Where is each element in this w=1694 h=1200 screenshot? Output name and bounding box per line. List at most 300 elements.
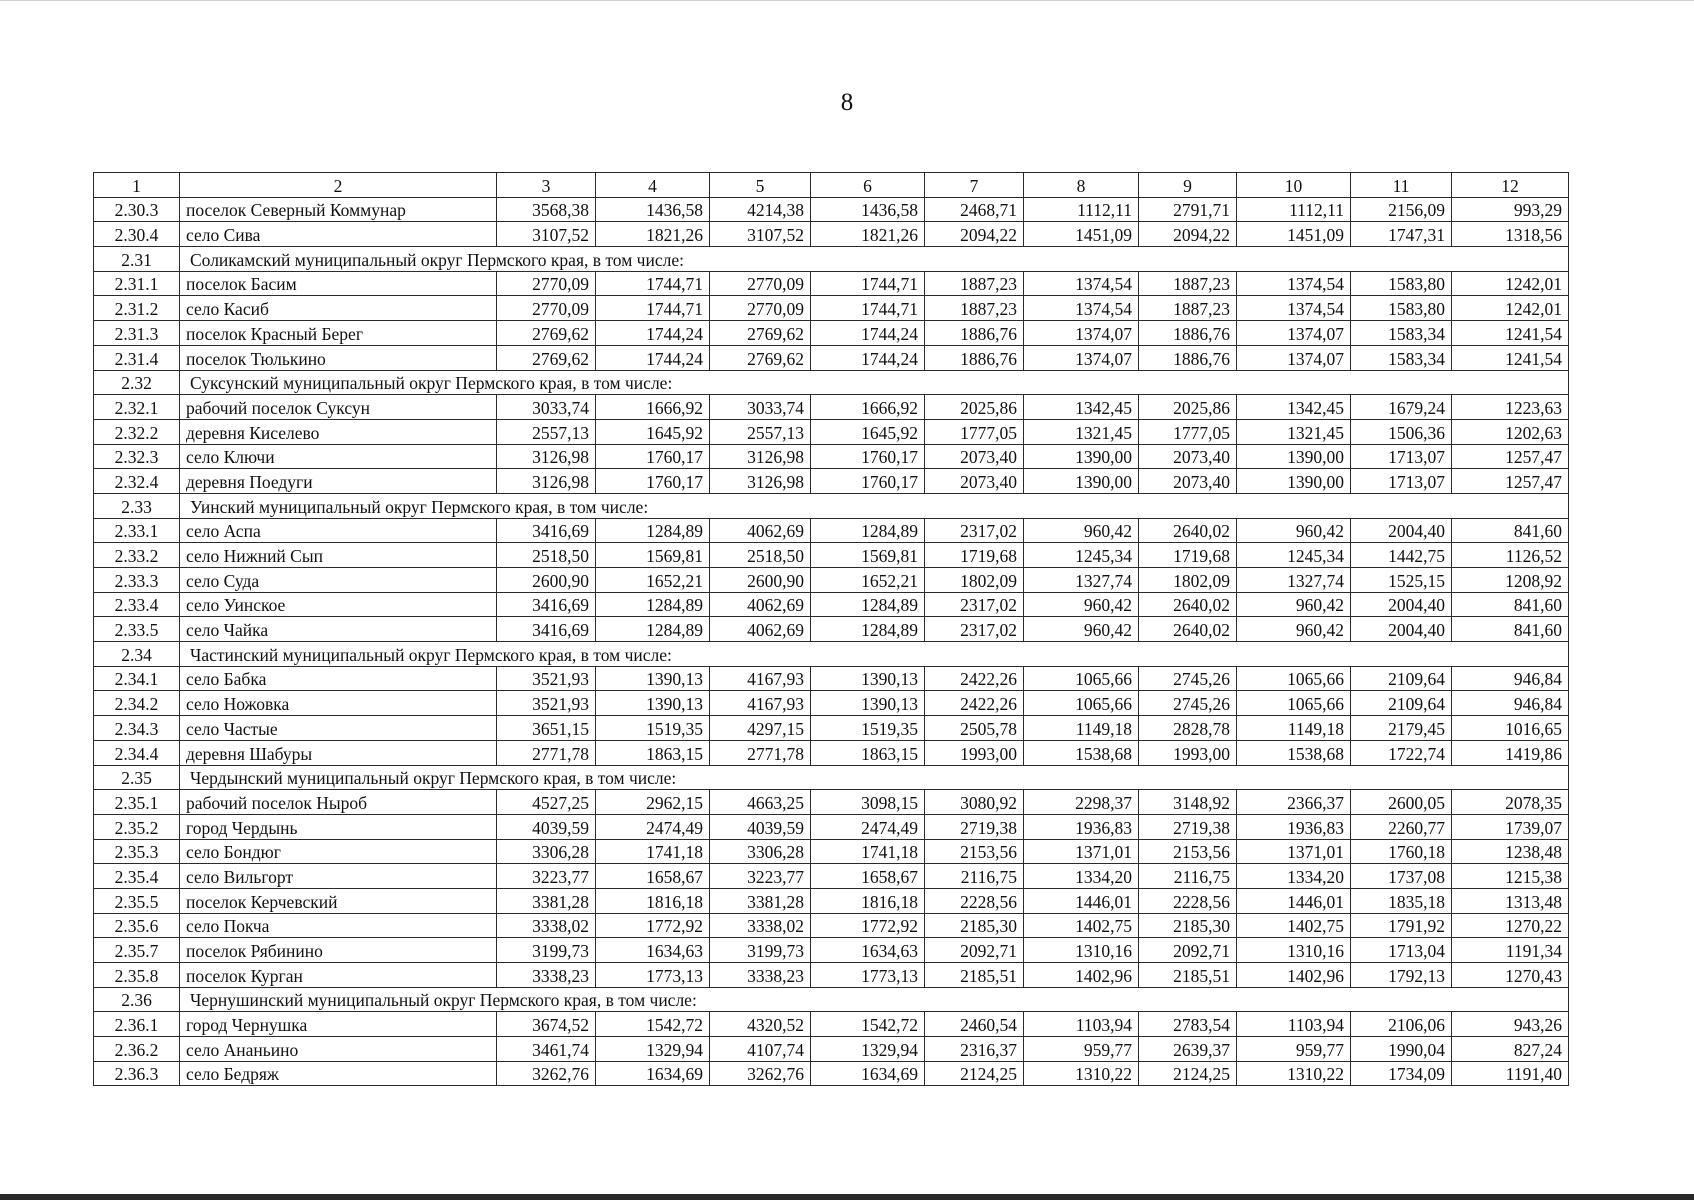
value-cell: 2124,25	[925, 1061, 1024, 1086]
row-code: 2.35.6	[94, 913, 180, 938]
value-cell: 3568,38	[497, 197, 596, 222]
value-cell: 1744,24	[596, 321, 710, 346]
value-cell: 2004,40	[1351, 617, 1452, 642]
value-cell: 841,60	[1452, 592, 1569, 617]
value-cell: 1436,58	[811, 197, 925, 222]
row-code: 2.33.2	[94, 543, 180, 568]
value-cell: 3199,73	[710, 938, 811, 963]
table-row	[94, 469, 1569, 494]
value-cell: 1390,00	[1237, 469, 1351, 494]
table-row	[94, 963, 1569, 988]
value-cell: 1310,22	[1237, 1061, 1351, 1086]
value-cell: 2316,37	[925, 1037, 1024, 1062]
value-cell: 2468,71	[925, 197, 1024, 222]
group-row	[94, 642, 1569, 667]
value-cell: 2025,86	[1139, 395, 1237, 420]
value-cell: 2769,62	[710, 345, 811, 370]
settlement-name: город Чердынь	[180, 814, 497, 839]
value-cell: 1270,22	[1452, 913, 1569, 938]
value-cell: 3223,77	[710, 864, 811, 889]
value-cell: 2557,13	[497, 419, 596, 444]
row-code: 2.32.1	[94, 395, 180, 420]
table-row	[94, 592, 1569, 617]
value-cell: 959,77	[1024, 1037, 1139, 1062]
value-cell: 2317,02	[925, 617, 1024, 642]
value-cell: 2639,37	[1139, 1037, 1237, 1062]
settlement-name: село Бондюг	[180, 839, 497, 864]
value-cell: 1760,17	[596, 469, 710, 494]
value-cell: 2505,78	[925, 716, 1024, 741]
table-row	[94, 568, 1569, 593]
row-code: 2.36.3	[94, 1061, 180, 1086]
table-row	[94, 790, 1569, 815]
value-cell: 3126,98	[710, 444, 811, 469]
value-cell: 2640,02	[1139, 617, 1237, 642]
value-cell: 3098,15	[811, 790, 925, 815]
settlement-name: поселок Курган	[180, 963, 497, 988]
value-cell: 2185,51	[1139, 963, 1237, 988]
value-cell: 2640,02	[1139, 592, 1237, 617]
value-cell: 1835,18	[1351, 888, 1452, 913]
value-cell: 1772,92	[811, 913, 925, 938]
value-cell: 2770,09	[497, 271, 596, 296]
value-cell: 1419,86	[1452, 740, 1569, 765]
value-cell: 1542,72	[596, 1012, 710, 1037]
value-cell: 1887,23	[1139, 296, 1237, 321]
value-cell: 3416,69	[497, 592, 596, 617]
row-code: 2.35.1	[94, 790, 180, 815]
table-header-row	[94, 173, 1569, 198]
value-cell: 3107,52	[497, 222, 596, 247]
value-cell: 1773,13	[811, 963, 925, 988]
value-cell: 2600,90	[710, 568, 811, 593]
row-code: 2.33.1	[94, 518, 180, 543]
value-cell: 1342,45	[1024, 395, 1139, 420]
value-cell: 1436,58	[596, 197, 710, 222]
value-cell: 946,84	[1452, 691, 1569, 716]
value-cell: 841,60	[1452, 518, 1569, 543]
value-cell: 960,42	[1024, 518, 1139, 543]
settlement-name: село Частые	[180, 716, 497, 741]
value-cell: 1652,21	[596, 568, 710, 593]
value-cell: 3262,76	[497, 1061, 596, 1086]
value-cell: 3521,93	[497, 691, 596, 716]
group-title: Чернушинский муниципальный округ Пермского края, в том числе:	[180, 987, 1569, 1012]
column-number-header: 8	[1024, 173, 1139, 198]
value-cell: 1451,09	[1237, 222, 1351, 247]
value-cell: 1329,94	[596, 1037, 710, 1062]
value-cell: 1390,13	[596, 691, 710, 716]
value-cell: 1402,96	[1024, 963, 1139, 988]
settlement-name: село Покча	[180, 913, 497, 938]
value-cell: 1713,07	[1351, 469, 1452, 494]
row-code: 2.32.2	[94, 419, 180, 444]
value-cell: 4062,69	[710, 518, 811, 543]
value-cell: 1310,16	[1024, 938, 1139, 963]
value-cell: 2600,05	[1351, 790, 1452, 815]
group-row	[94, 765, 1569, 790]
group-title: Уинский муниципальный округ Пермского края, в том числе:	[180, 493, 1569, 518]
value-cell: 960,42	[1237, 518, 1351, 543]
column-number-header: 9	[1139, 173, 1237, 198]
value-cell: 2078,35	[1452, 790, 1569, 815]
value-cell: 1887,23	[1139, 271, 1237, 296]
value-cell: 4320,52	[710, 1012, 811, 1037]
value-cell: 2770,09	[710, 296, 811, 321]
value-cell: 2092,71	[925, 938, 1024, 963]
settlement-name: село Уинское	[180, 592, 497, 617]
value-cell: 4167,93	[710, 691, 811, 716]
value-cell: 1374,07	[1024, 321, 1139, 346]
value-cell: 2153,56	[925, 839, 1024, 864]
value-cell: 1744,71	[596, 296, 710, 321]
settlement-name: село Бабка	[180, 666, 497, 691]
column-number-header: 12	[1452, 173, 1569, 198]
table-row	[94, 444, 1569, 469]
value-cell: 827,24	[1452, 1037, 1569, 1062]
row-code: 2.30.3	[94, 197, 180, 222]
tariff-table	[93, 172, 1569, 1086]
table-row	[94, 296, 1569, 321]
value-cell: 1645,92	[596, 419, 710, 444]
group-row	[94, 370, 1569, 395]
value-cell: 2317,02	[925, 592, 1024, 617]
value-cell: 1645,92	[811, 419, 925, 444]
value-cell: 1886,76	[1139, 345, 1237, 370]
value-cell: 2719,38	[925, 814, 1024, 839]
value-cell: 1816,18	[596, 888, 710, 913]
value-cell: 3262,76	[710, 1061, 811, 1086]
column-number-header: 3	[497, 173, 596, 198]
value-cell: 3338,23	[710, 963, 811, 988]
value-cell: 1993,00	[925, 740, 1024, 765]
value-cell: 1744,71	[811, 296, 925, 321]
value-cell: 2094,22	[1139, 222, 1237, 247]
value-cell: 960,42	[1024, 617, 1139, 642]
row-code: 2.31.2	[94, 296, 180, 321]
value-cell: 1284,89	[811, 617, 925, 642]
value-cell: 2719,38	[1139, 814, 1237, 839]
settlement-name: поселок Красный Берег	[180, 321, 497, 346]
value-cell: 1519,35	[596, 716, 710, 741]
value-cell: 1936,83	[1024, 814, 1139, 839]
value-cell: 1791,92	[1351, 913, 1452, 938]
value-cell: 1390,13	[811, 666, 925, 691]
value-cell: 1634,63	[811, 938, 925, 963]
value-cell: 1242,01	[1452, 296, 1569, 321]
value-cell: 2116,75	[925, 864, 1024, 889]
settlement-name: село Вильгорт	[180, 864, 497, 889]
settlement-name: рабочий поселок Ныроб	[180, 790, 497, 815]
row-code: 2.34.1	[94, 666, 180, 691]
group-title: Суксунский муниципальный округ Пермского края, в том числе:	[180, 370, 1569, 395]
settlement-name: село Аспа	[180, 518, 497, 543]
value-cell: 4062,69	[710, 592, 811, 617]
value-cell: 1242,01	[1452, 271, 1569, 296]
value-cell: 1744,24	[811, 321, 925, 346]
value-cell: 1390,00	[1237, 444, 1351, 469]
row-code: 2.33.3	[94, 568, 180, 593]
row-code: 2.31.3	[94, 321, 180, 346]
row-code: 2.34.4	[94, 740, 180, 765]
value-cell: 3306,28	[497, 839, 596, 864]
value-cell: 3416,69	[497, 518, 596, 543]
value-cell: 1238,48	[1452, 839, 1569, 864]
table-row	[94, 419, 1569, 444]
value-cell: 1284,89	[596, 518, 710, 543]
value-cell: 3148,92	[1139, 790, 1237, 815]
value-cell: 2518,50	[497, 543, 596, 568]
row-code: 2.30.4	[94, 222, 180, 247]
value-cell: 2422,26	[925, 691, 1024, 716]
value-cell: 1402,96	[1237, 963, 1351, 988]
value-cell: 1583,34	[1351, 321, 1452, 346]
value-cell: 1802,09	[1139, 568, 1237, 593]
value-cell: 1329,94	[811, 1037, 925, 1062]
value-cell: 1887,23	[925, 271, 1024, 296]
value-cell: 2092,71	[1139, 938, 1237, 963]
value-cell: 1334,20	[1237, 864, 1351, 889]
row-code: 2.36.2	[94, 1037, 180, 1062]
group-title: Чердынский муниципальный округ Пермского края, в том числе:	[180, 765, 1569, 790]
settlement-name: поселок Басим	[180, 271, 497, 296]
value-cell: 2745,26	[1139, 666, 1237, 691]
value-cell: 2769,62	[497, 321, 596, 346]
row-code: 2.31.1	[94, 271, 180, 296]
table-row	[94, 543, 1569, 568]
value-cell: 1241,54	[1452, 345, 1569, 370]
settlement-name: село Бедряж	[180, 1061, 497, 1086]
value-cell: 4039,59	[497, 814, 596, 839]
top-border-line	[0, 0, 1694, 1]
row-code: 2.33.4	[94, 592, 180, 617]
value-cell: 1886,76	[925, 321, 1024, 346]
value-cell: 1713,07	[1351, 444, 1452, 469]
value-cell: 841,60	[1452, 617, 1569, 642]
value-cell: 2094,22	[925, 222, 1024, 247]
value-cell: 2004,40	[1351, 518, 1452, 543]
table-row	[94, 839, 1569, 864]
value-cell: 1538,68	[1237, 740, 1351, 765]
table-row	[94, 740, 1569, 765]
row-code: 2.32	[94, 370, 180, 395]
value-cell: 3033,74	[497, 395, 596, 420]
value-cell: 1374,54	[1237, 271, 1351, 296]
value-cell: 1284,89	[596, 617, 710, 642]
table-row	[94, 864, 1569, 889]
value-cell: 1737,08	[1351, 864, 1452, 889]
value-cell: 1451,09	[1024, 222, 1139, 247]
value-cell: 1744,71	[596, 271, 710, 296]
value-cell: 1065,66	[1024, 666, 1139, 691]
value-cell: 1390,00	[1024, 444, 1139, 469]
value-cell: 1652,21	[811, 568, 925, 593]
table-row	[94, 938, 1569, 963]
value-cell: 1719,68	[1139, 543, 1237, 568]
value-cell: 3223,77	[497, 864, 596, 889]
value-cell: 1792,13	[1351, 963, 1452, 988]
row-code: 2.35.4	[94, 864, 180, 889]
group-title: Частинский муниципальный округ Пермского края, в том числе:	[180, 642, 1569, 667]
value-cell: 2073,40	[925, 444, 1024, 469]
settlement-name: деревня Киселево	[180, 419, 497, 444]
value-cell: 1321,45	[1024, 419, 1139, 444]
table-row	[94, 617, 1569, 642]
value-cell: 2073,40	[925, 469, 1024, 494]
value-cell: 1446,01	[1024, 888, 1139, 913]
row-code: 2.34	[94, 642, 180, 667]
value-cell: 2228,56	[925, 888, 1024, 913]
settlement-name: село Касиб	[180, 296, 497, 321]
table-row	[94, 666, 1569, 691]
value-cell: 2185,30	[925, 913, 1024, 938]
settlement-name: село Ключи	[180, 444, 497, 469]
settlement-name: поселок Керчевский	[180, 888, 497, 913]
value-cell: 1583,34	[1351, 345, 1452, 370]
column-number-header: 1	[94, 173, 180, 198]
value-cell: 1777,05	[1139, 419, 1237, 444]
column-number-header: 11	[1351, 173, 1452, 198]
settlement-name: село Чайка	[180, 617, 497, 642]
value-cell: 1583,80	[1351, 271, 1452, 296]
value-cell: 2769,62	[710, 321, 811, 346]
value-cell: 960,42	[1237, 617, 1351, 642]
group-row	[94, 247, 1569, 272]
value-cell: 1821,26	[811, 222, 925, 247]
value-cell: 2317,02	[925, 518, 1024, 543]
value-cell: 1327,74	[1237, 568, 1351, 593]
value-cell: 2771,78	[497, 740, 596, 765]
value-cell: 2228,56	[1139, 888, 1237, 913]
column-number-header: 7	[925, 173, 1024, 198]
value-cell: 1760,17	[811, 469, 925, 494]
column-number-header: 6	[811, 173, 925, 198]
row-code: 2.36.1	[94, 1012, 180, 1037]
value-cell: 1191,40	[1452, 1061, 1569, 1086]
table-row	[94, 1037, 1569, 1062]
value-cell: 2640,02	[1139, 518, 1237, 543]
value-cell: 1112,11	[1237, 197, 1351, 222]
value-cell: 3033,74	[710, 395, 811, 420]
value-cell: 1112,11	[1024, 197, 1139, 222]
value-cell: 1390,13	[811, 691, 925, 716]
value-cell: 1374,54	[1237, 296, 1351, 321]
value-cell: 1744,24	[596, 345, 710, 370]
row-code: 2.34.2	[94, 691, 180, 716]
row-code: 2.35.2	[94, 814, 180, 839]
value-cell: 2791,71	[1139, 197, 1237, 222]
settlement-name: поселок Рябинино	[180, 938, 497, 963]
value-cell: 2156,09	[1351, 197, 1452, 222]
value-cell: 1719,68	[925, 543, 1024, 568]
value-cell: 1744,24	[811, 345, 925, 370]
row-code: 2.34.3	[94, 716, 180, 741]
value-cell: 4663,25	[710, 790, 811, 815]
value-cell: 3126,98	[497, 444, 596, 469]
value-cell: 1741,18	[596, 839, 710, 864]
value-cell: 4107,74	[710, 1037, 811, 1062]
value-cell: 2004,40	[1351, 592, 1452, 617]
value-cell: 3521,93	[497, 666, 596, 691]
value-cell: 1371,01	[1237, 839, 1351, 864]
settlement-name: деревня Шабуры	[180, 740, 497, 765]
value-cell: 4062,69	[710, 617, 811, 642]
value-cell: 943,26	[1452, 1012, 1569, 1037]
value-cell: 2179,45	[1351, 716, 1452, 741]
value-cell: 960,42	[1024, 592, 1139, 617]
group-row	[94, 493, 1569, 518]
value-cell: 1658,67	[596, 864, 710, 889]
value-cell: 1760,17	[811, 444, 925, 469]
table-row	[94, 222, 1569, 247]
value-cell: 3126,98	[497, 469, 596, 494]
value-cell: 4214,38	[710, 197, 811, 222]
value-cell: 3416,69	[497, 617, 596, 642]
value-cell: 1284,89	[811, 518, 925, 543]
value-cell: 1374,07	[1237, 321, 1351, 346]
row-code: 2.33	[94, 493, 180, 518]
value-cell: 3461,74	[497, 1037, 596, 1062]
value-cell: 1371,01	[1024, 839, 1139, 864]
value-cell: 2073,40	[1139, 444, 1237, 469]
value-cell: 1722,74	[1351, 740, 1452, 765]
row-code: 2.32.4	[94, 469, 180, 494]
settlement-name: село Сива	[180, 222, 497, 247]
value-cell: 1284,89	[811, 592, 925, 617]
value-cell: 3338,23	[497, 963, 596, 988]
value-cell: 2962,15	[596, 790, 710, 815]
value-cell: 1310,16	[1237, 938, 1351, 963]
value-cell: 2025,86	[925, 395, 1024, 420]
value-cell: 1270,43	[1452, 963, 1569, 988]
value-cell: 2109,64	[1351, 691, 1452, 716]
row-code: 2.31	[94, 247, 180, 272]
value-cell: 2769,62	[497, 345, 596, 370]
table-row	[94, 1061, 1569, 1086]
value-cell: 1569,81	[811, 543, 925, 568]
value-cell: 3080,92	[925, 790, 1024, 815]
value-cell: 1149,18	[1024, 716, 1139, 741]
settlement-name: село Ножовка	[180, 691, 497, 716]
value-cell: 4527,25	[497, 790, 596, 815]
column-number-header: 4	[596, 173, 710, 198]
value-cell: 1016,65	[1452, 716, 1569, 741]
table-row	[94, 518, 1569, 543]
settlement-name: село Ананьино	[180, 1037, 497, 1062]
value-cell: 959,77	[1237, 1037, 1351, 1062]
table-row	[94, 814, 1569, 839]
column-number-header: 2	[180, 173, 497, 198]
value-cell: 2185,30	[1139, 913, 1237, 938]
value-cell: 1863,15	[811, 740, 925, 765]
table-row	[94, 888, 1569, 913]
value-cell: 1191,34	[1452, 938, 1569, 963]
value-cell: 1284,89	[596, 592, 710, 617]
value-cell: 2116,75	[1139, 864, 1237, 889]
value-cell: 1993,00	[1139, 740, 1237, 765]
value-cell: 1374,54	[1024, 271, 1139, 296]
value-cell: 1658,67	[811, 864, 925, 889]
value-cell: 1666,92	[811, 395, 925, 420]
value-cell: 2153,56	[1139, 839, 1237, 864]
value-cell: 1149,18	[1237, 716, 1351, 741]
value-cell: 1863,15	[596, 740, 710, 765]
value-cell: 1936,83	[1237, 814, 1351, 839]
value-cell: 1215,38	[1452, 864, 1569, 889]
value-cell: 3338,02	[497, 913, 596, 938]
value-cell: 2474,49	[596, 814, 710, 839]
value-cell: 2366,37	[1237, 790, 1351, 815]
